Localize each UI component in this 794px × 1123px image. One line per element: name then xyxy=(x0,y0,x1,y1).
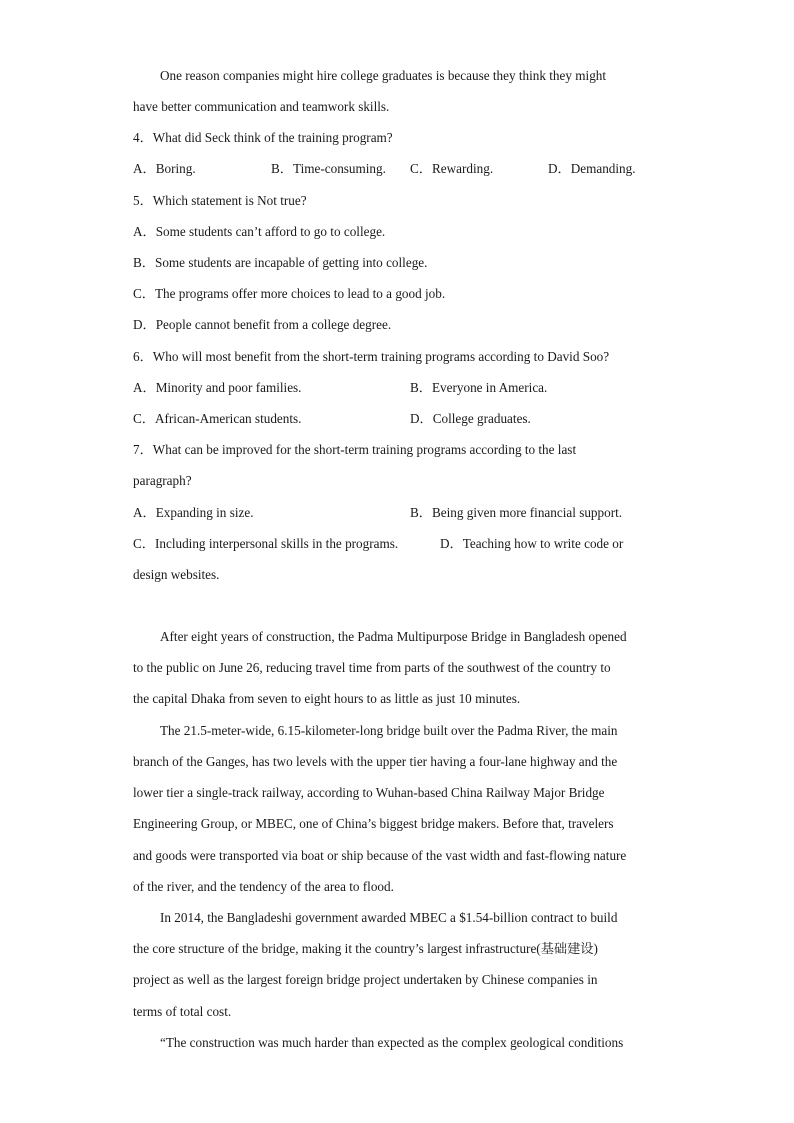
question-stem: 7．What can be improved for the short-term training programs according to the last xyxy=(133,442,577,457)
option-a: A．Some students can’t afford to go to college. xyxy=(133,224,386,239)
paragraph-line: Engineering Group, or MBEC, one of China’s biggest bridge makers. Before that, travelers xyxy=(133,816,614,831)
paragraph-line: One reason companies might hire college graduates is because they think they might xyxy=(160,68,607,83)
paragraph-line: branch of the Ganges, has two levels with the upper tier having a four-lane highway and the xyxy=(133,754,618,769)
question-stem-continued: paragraph? xyxy=(133,473,192,488)
paragraph-line: have better communication and teamwork skills. xyxy=(133,99,390,114)
option-a: A．Expanding in size. xyxy=(133,505,254,520)
option-c: C．African-American students. xyxy=(133,411,302,426)
paragraph-line: and goods were transported via boat or ship because of the vast width and fast-flowing nature xyxy=(133,848,627,863)
option-c: C．The programs offer more choices to lead to a good job. xyxy=(133,286,446,301)
option-c: C．Rewarding. xyxy=(410,161,494,176)
paragraph-line: the capital Dhaka from seven to eight hours to as little as just 10 minutes. xyxy=(133,691,521,706)
option-d-continued: design websites. xyxy=(133,567,220,582)
option-a: A．Boring. xyxy=(133,161,196,176)
paragraph-line: the core structure of the bridge, making it the country’s largest infrastructure(基础建设) xyxy=(133,941,598,956)
option-d: D．Teaching how to write code or xyxy=(440,536,624,551)
option-d: D．College graduates. xyxy=(410,411,531,426)
paragraph-line: terms of total cost. xyxy=(133,1004,232,1019)
paragraph-line: “The construction was much harder than expected as the complex geological conditions xyxy=(160,1035,624,1050)
paragraph-line: project as well as the largest foreign bridge project undertaken by Chinese companies in xyxy=(133,972,598,987)
option-b: B．Some students are incapable of getting into college. xyxy=(133,255,428,270)
question-stem: 6．Who will most benefit from the short-term training programs according to David Soo? xyxy=(133,349,610,364)
paragraph-line: In 2014, the Bangladeshi government awarded MBEC a $1.54-billion contract to build xyxy=(160,910,618,925)
option-c: C．Including interpersonal skills in the programs. xyxy=(133,536,399,551)
option-d: D．People cannot benefit from a college degree. xyxy=(133,317,392,332)
option-b: B．Everyone in America. xyxy=(410,380,548,395)
paragraph-line: of the river, and the tendency of the area to flood. xyxy=(133,879,394,894)
question-stem: 5．Which statement is Not true? xyxy=(133,193,307,208)
paragraph-line: After eight years of construction, the Padma Multipurpose Bridge in Bangladesh opened xyxy=(160,629,627,644)
option-d: D．Demanding. xyxy=(548,161,636,176)
paragraph-line: The 21.5-meter-wide, 6.15-kilometer-long bridge built over the Padma River, the main xyxy=(160,723,618,738)
option-a: A．Minority and poor families. xyxy=(133,380,302,395)
paragraph-line: lower tier a single-track railway, according to Wuhan-based China Railway Major Bridge xyxy=(133,785,605,800)
option-b: B．Being given more financial support. xyxy=(410,505,623,520)
question-stem: 4．What did Seck think of the training program? xyxy=(133,130,393,145)
paragraph-line: to the public on June 26, reducing travel time from parts of the southwest of the country to xyxy=(133,660,611,675)
option-b: B．Time-consuming. xyxy=(271,161,386,176)
